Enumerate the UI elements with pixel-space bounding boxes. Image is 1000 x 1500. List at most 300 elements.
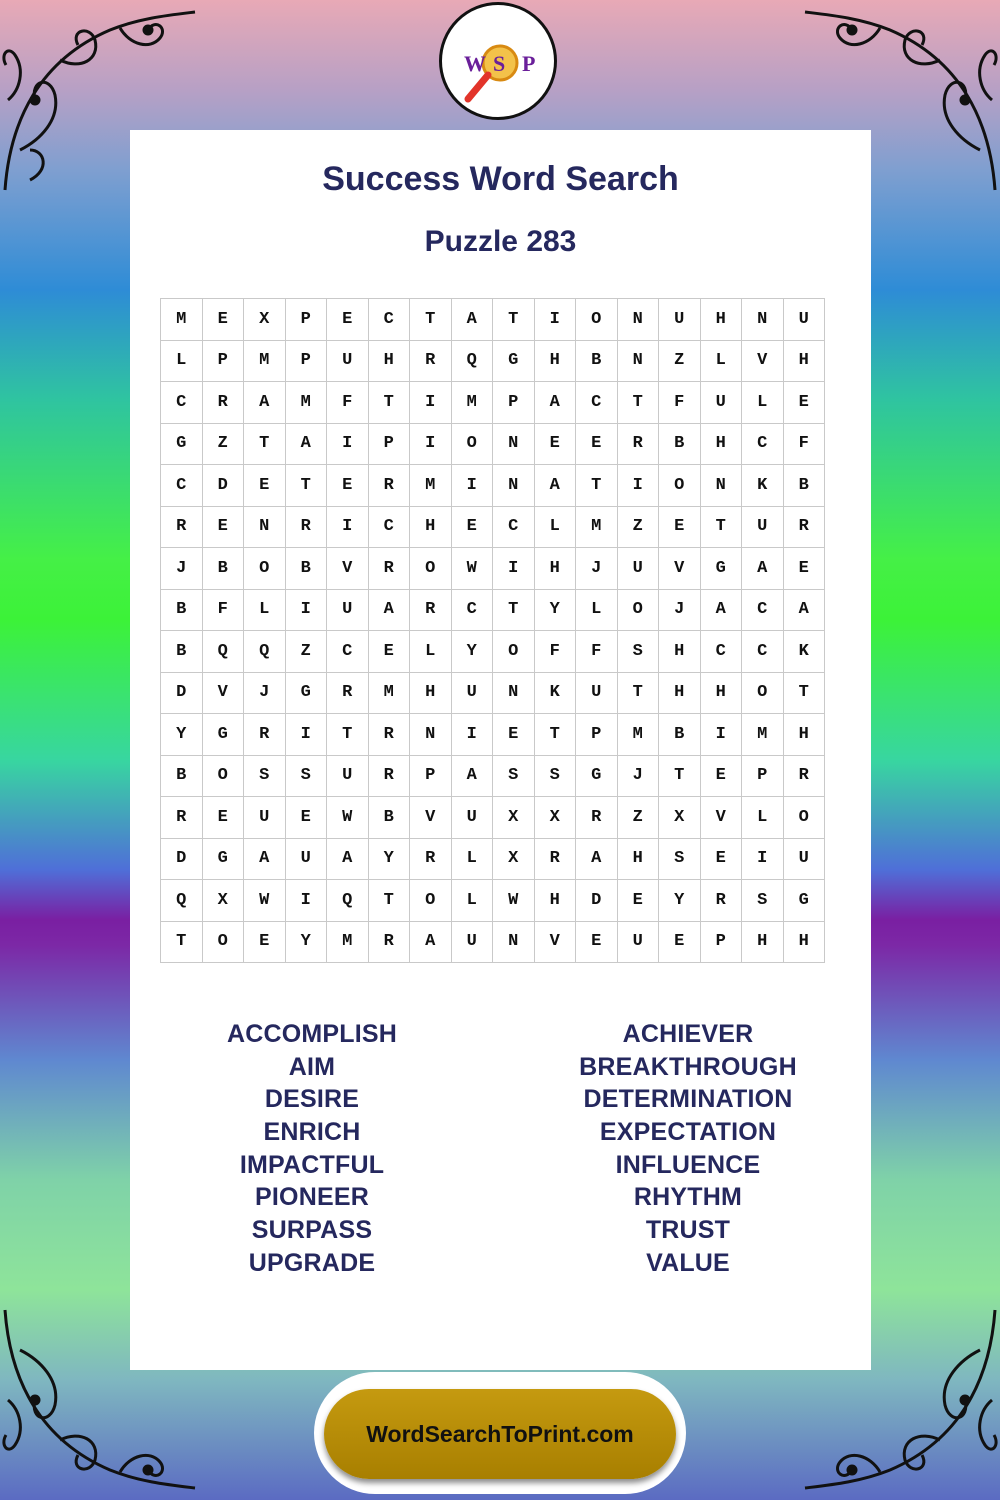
grid-cell[interactable]: V — [202, 672, 244, 714]
grid-cell[interactable]: Y — [534, 589, 576, 631]
grid-cell[interactable]: R — [161, 797, 203, 839]
word-list-item: UPGRADE — [248, 1248, 376, 1277]
magnifier-handle-icon — [468, 75, 488, 99]
grid-cell[interactable]: D — [161, 838, 203, 880]
grid-cell[interactable]: L — [410, 631, 452, 673]
grid-cell[interactable]: C — [368, 506, 410, 548]
grid-cell[interactable]: R — [576, 797, 618, 839]
grid-cell[interactable]: R — [368, 465, 410, 507]
grid-cell[interactable]: G — [285, 672, 327, 714]
grid-cell[interactable]: U — [451, 672, 493, 714]
grid-cell[interactable]: V — [742, 340, 784, 382]
grid-cell[interactable]: R — [534, 838, 576, 880]
grid-cell[interactable]: U — [451, 921, 493, 963]
grid-cell[interactable]: A — [742, 548, 784, 590]
grid-cell[interactable]: U — [617, 548, 659, 590]
word-list-item: IMPACTFUL — [239, 1150, 385, 1179]
grid-cell[interactable]: C — [493, 506, 535, 548]
grid-cell[interactable]: H — [534, 880, 576, 922]
grid-cell[interactable]: L — [742, 382, 784, 424]
grid-cell[interactable]: C — [742, 423, 784, 465]
grid-cell[interactable]: T — [161, 921, 203, 963]
grid-cell[interactable]: G — [700, 548, 742, 590]
grid-cell[interactable]: T — [493, 299, 535, 341]
grid-cell[interactable]: K — [742, 465, 784, 507]
grid-cell[interactable]: D — [576, 880, 618, 922]
grid-cell[interactable]: A — [244, 382, 286, 424]
grid-cell[interactable]: I — [327, 423, 369, 465]
grid-cell[interactable]: B — [161, 589, 203, 631]
grid-cell[interactable]: E — [659, 921, 701, 963]
grid-cell[interactable]: M — [368, 672, 410, 714]
grid-cell[interactable]: U — [742, 506, 784, 548]
grid-cell[interactable]: G — [576, 755, 618, 797]
grid-cell[interactable]: T — [244, 423, 286, 465]
grid-cell[interactable]: S — [534, 755, 576, 797]
grid-row — [161, 589, 825, 631]
grid-cell[interactable]: V — [327, 548, 369, 590]
grid-cell[interactable]: C — [161, 382, 203, 424]
grid-cell[interactable]: G — [202, 714, 244, 756]
grid-cell[interactable]: I — [617, 465, 659, 507]
grid-cell[interactable]: P — [285, 340, 327, 382]
grid-cell[interactable]: U — [451, 797, 493, 839]
grid-cell[interactable]: M — [451, 382, 493, 424]
grid-cell[interactable]: R — [161, 506, 203, 548]
grid-cell[interactable]: E — [327, 299, 369, 341]
grid-cell[interactable]: R — [617, 423, 659, 465]
puzzle-number: Puzzle 283 — [424, 225, 577, 258]
grid-cell[interactable]: U — [659, 299, 701, 341]
grid-cell[interactable]: T — [368, 880, 410, 922]
grid-cell[interactable]: R — [202, 382, 244, 424]
grid-cell[interactable]: M — [410, 465, 452, 507]
grid-cell[interactable]: A — [783, 589, 825, 631]
grid-cell[interactable]: V — [659, 548, 701, 590]
grid-cell[interactable]: A — [576, 838, 618, 880]
grid-cell[interactable]: E — [700, 838, 742, 880]
grid-cell[interactable]: R — [368, 755, 410, 797]
grid-row — [161, 382, 825, 424]
grid-row — [161, 548, 825, 590]
grid-cell[interactable]: Z — [617, 506, 659, 548]
grid-cell[interactable]: N — [617, 340, 659, 382]
grid-cell[interactable]: R — [285, 506, 327, 548]
grid-cell[interactable]: T — [700, 506, 742, 548]
grid-cell[interactable]: I — [451, 465, 493, 507]
grid-cell[interactable]: O — [202, 755, 244, 797]
grid-cell[interactable]: A — [451, 755, 493, 797]
grid-cell[interactable]: Z — [202, 423, 244, 465]
grid-cell[interactable]: S — [285, 755, 327, 797]
grid-cell[interactable]: C — [161, 465, 203, 507]
grid-cell[interactable]: V — [700, 797, 742, 839]
grid-cell[interactable]: L — [700, 340, 742, 382]
grid-cell[interactable]: D — [161, 672, 203, 714]
word-list-item: SURPASS — [251, 1216, 373, 1245]
grid-cell[interactable]: F — [576, 631, 618, 673]
grid-cell[interactable]: E — [534, 423, 576, 465]
grid-cell[interactable]: Y — [659, 880, 701, 922]
grid-cell[interactable]: I — [534, 299, 576, 341]
grid-cell[interactable]: B — [783, 465, 825, 507]
grid-cell[interactable]: A — [534, 465, 576, 507]
word-list-item: ACCOMPLISH — [226, 1020, 398, 1048]
grid-cell[interactable]: A — [410, 921, 452, 963]
grid-cell[interactable]: Q — [202, 631, 244, 673]
grid-cell[interactable]: G — [161, 423, 203, 465]
grid-cell[interactable]: I — [410, 382, 452, 424]
grid-cell[interactable]: A — [327, 838, 369, 880]
grid-cell[interactable]: K — [534, 672, 576, 714]
grid-cell[interactable]: T — [659, 755, 701, 797]
grid-cell[interactable]: T — [534, 714, 576, 756]
grid-cell[interactable]: P — [742, 755, 784, 797]
grid-cell[interactable]: E — [576, 423, 618, 465]
grid-cell[interactable]: E — [493, 714, 535, 756]
grid-cell[interactable]: N — [244, 506, 286, 548]
grid-cell[interactable]: H — [617, 838, 659, 880]
grid-cell[interactable]: H — [410, 506, 452, 548]
grid-cell[interactable]: E — [202, 797, 244, 839]
logo-letter-p: P — [522, 51, 536, 76]
grid-cell[interactable]: I — [742, 838, 784, 880]
grid-cell[interactable]: G — [493, 340, 535, 382]
grid-cell[interactable]: Q — [327, 880, 369, 922]
grid-cell[interactable]: C — [327, 631, 369, 673]
grid-cell[interactable]: U — [285, 838, 327, 880]
word-list-item: TRUST — [645, 1216, 731, 1245]
grid-cell[interactable]: P — [285, 299, 327, 341]
grid-cell[interactable]: S — [493, 755, 535, 797]
grid-row — [161, 340, 825, 382]
grid-cell[interactable]: T — [493, 589, 535, 631]
grid-cell[interactable]: J — [244, 672, 286, 714]
grid-cell[interactable]: E — [451, 506, 493, 548]
word-list-item: VALUE — [646, 1248, 730, 1277]
grid-cell[interactable]: S — [659, 838, 701, 880]
grid-cell[interactable]: P — [700, 921, 742, 963]
grid-cell[interactable]: M — [576, 506, 618, 548]
grid-cell[interactable]: R — [410, 589, 452, 631]
grid-cell[interactable]: Z — [659, 340, 701, 382]
grid-cell[interactable]: B — [161, 631, 203, 673]
grid-cell[interactable]: S — [617, 631, 659, 673]
logo-letter-s: S — [493, 51, 506, 76]
grid-cell[interactable]: R — [410, 838, 452, 880]
grid-cell[interactable]: T — [368, 382, 410, 424]
grid-cell[interactable]: C — [576, 382, 618, 424]
grid-cell[interactable]: U — [327, 340, 369, 382]
grid-cell[interactable]: H — [783, 714, 825, 756]
grid-cell[interactable]: U — [783, 299, 825, 341]
grid-cell[interactable]: M — [327, 921, 369, 963]
grid-cell[interactable]: H — [742, 921, 784, 963]
grid-row — [161, 465, 825, 507]
grid-cell[interactable]: R — [327, 672, 369, 714]
grid-cell[interactable]: X — [493, 797, 535, 839]
grid-cell[interactable]: E — [783, 548, 825, 590]
grid-cell[interactable]: B — [368, 797, 410, 839]
grid-cell[interactable]: N — [700, 465, 742, 507]
grid-cell[interactable]: E — [659, 506, 701, 548]
grid-cell[interactable]: Y — [161, 714, 203, 756]
grid-cell[interactable]: B — [161, 755, 203, 797]
logo-letter-w: W — [464, 51, 486, 76]
grid-cell[interactable]: E — [700, 755, 742, 797]
grid-cell[interactable]: P — [202, 340, 244, 382]
grid-cell[interactable]: F — [659, 382, 701, 424]
grid-cell[interactable]: E — [576, 921, 618, 963]
grid-cell[interactable]: O — [576, 299, 618, 341]
grid-cell[interactable]: T — [617, 672, 659, 714]
grid-cell[interactable]: C — [742, 589, 784, 631]
grid-row — [161, 880, 825, 922]
grid-cell[interactable]: H — [659, 631, 701, 673]
grid-cell[interactable]: R — [244, 714, 286, 756]
grid-cell[interactable]: V — [534, 921, 576, 963]
grid-cell[interactable]: N — [617, 299, 659, 341]
grid-cell[interactable]: H — [534, 340, 576, 382]
word-list-left-column — [162, 1018, 462, 1280]
grid-row — [161, 921, 825, 963]
grid-cell[interactable]: H — [700, 423, 742, 465]
word-list-item: ACHIEVER — [622, 1020, 754, 1048]
puzzle-card — [130, 130, 871, 1370]
grid-cell[interactable]: H — [700, 299, 742, 341]
grid-cell[interactable]: E — [368, 631, 410, 673]
grid-cell[interactable]: I — [285, 880, 327, 922]
grid-row — [161, 755, 825, 797]
grid-cell[interactable]: N — [493, 423, 535, 465]
grid-cell[interactable]: M — [285, 382, 327, 424]
grid-cell[interactable]: Z — [617, 797, 659, 839]
word-list-right-column — [538, 1018, 838, 1280]
page-title: Success Word Search — [322, 160, 679, 198]
grid-cell[interactable]: U — [244, 797, 286, 839]
word-list-item: PIONEER — [255, 1183, 369, 1212]
grid-cell[interactable]: L — [244, 589, 286, 631]
grid-cell[interactable]: X — [493, 838, 535, 880]
grid-cell[interactable]: R — [783, 506, 825, 548]
grid-cell[interactable]: R — [368, 548, 410, 590]
grid-cell[interactable]: E — [244, 465, 286, 507]
grid-cell[interactable]: H — [534, 548, 576, 590]
grid-cell[interactable]: Q — [161, 880, 203, 922]
letter-grid — [160, 298, 825, 963]
grid-cell[interactable]: U — [700, 382, 742, 424]
grid-row — [161, 631, 825, 673]
grid-cell[interactable]: O — [451, 423, 493, 465]
grid-cell[interactable]: I — [700, 714, 742, 756]
grid-cell[interactable]: X — [244, 299, 286, 341]
grid-cell[interactable]: D — [202, 465, 244, 507]
grid-cell[interactable]: T — [285, 465, 327, 507]
grid-cell[interactable]: R — [700, 880, 742, 922]
grid-cell[interactable]: L — [576, 589, 618, 631]
grid-cell[interactable]: L — [451, 880, 493, 922]
grid-cell[interactable]: E — [202, 506, 244, 548]
grid-cell[interactable]: U — [576, 672, 618, 714]
grid-cell[interactable]: B — [576, 340, 618, 382]
grid-cell[interactable]: Y — [368, 838, 410, 880]
grid-cell[interactable]: H — [410, 672, 452, 714]
grid-cell[interactable]: I — [285, 714, 327, 756]
grid-cell[interactable]: O — [659, 465, 701, 507]
grid-cell[interactable]: O — [617, 589, 659, 631]
grid-cell[interactable]: B — [659, 423, 701, 465]
word-list-item: DESIRE — [264, 1085, 360, 1114]
word-list-item: EXPECTATION — [599, 1118, 777, 1147]
grid-cell[interactable]: O — [410, 548, 452, 590]
grid-cell[interactable]: P — [493, 382, 535, 424]
grid-cell[interactable]: A — [700, 589, 742, 631]
word-list-item: RHYTHM — [633, 1183, 743, 1212]
word-list-item: INFLUENCE — [615, 1150, 761, 1179]
grid-cell[interactable]: C — [700, 631, 742, 673]
grid-cell[interactable]: M — [244, 340, 286, 382]
grid-cell[interactable]: T — [410, 299, 452, 341]
grid-cell[interactable]: I — [493, 548, 535, 590]
grid-cell[interactable]: T — [327, 714, 369, 756]
grid-row — [161, 672, 825, 714]
grid-cell[interactable]: Q — [244, 631, 286, 673]
grid-row — [161, 299, 825, 341]
grid-cell[interactable]: W — [451, 548, 493, 590]
word-list-item: AIM — [288, 1052, 336, 1081]
grid-cell[interactable]: U — [327, 755, 369, 797]
grid-cell[interactable]: B — [659, 714, 701, 756]
grid-cell[interactable]: F — [783, 423, 825, 465]
grid-cell[interactable]: J — [576, 548, 618, 590]
grid-cell[interactable]: X — [202, 880, 244, 922]
grid-cell[interactable]: O — [742, 672, 784, 714]
grid-cell[interactable]: N — [742, 299, 784, 341]
grid-cell[interactable]: C — [451, 589, 493, 631]
grid-cell[interactable]: M — [161, 299, 203, 341]
grid-cell[interactable]: K — [783, 631, 825, 673]
grid-cell[interactable]: F — [534, 631, 576, 673]
grid-cell[interactable]: O — [202, 921, 244, 963]
grid-cell[interactable]: H — [659, 672, 701, 714]
grid-cell[interactable]: L — [451, 838, 493, 880]
grid-row — [161, 714, 825, 756]
grid-cell[interactable]: J — [161, 548, 203, 590]
grid-cell[interactable]: U — [327, 589, 369, 631]
grid-row — [161, 506, 825, 548]
grid-cell[interactable]: Y — [451, 631, 493, 673]
grid-cell[interactable]: M — [742, 714, 784, 756]
grid-cell[interactable]: O — [493, 631, 535, 673]
grid-cell[interactable]: C — [368, 299, 410, 341]
grid-row — [161, 423, 825, 465]
grid-cell[interactable]: F — [202, 589, 244, 631]
grid-cell[interactable]: E — [783, 382, 825, 424]
grid-cell[interactable]: H — [368, 340, 410, 382]
grid-cell[interactable]: P — [368, 423, 410, 465]
grid-cell[interactable]: N — [493, 921, 535, 963]
grid-cell[interactable]: I — [285, 589, 327, 631]
grid-cell[interactable]: B — [202, 548, 244, 590]
grid-cell[interactable]: N — [493, 672, 535, 714]
word-list-item: DETERMINATION — [583, 1085, 793, 1114]
grid-cell[interactable]: L — [161, 340, 203, 382]
grid-cell[interactable]: T — [576, 465, 618, 507]
grid-cell[interactable]: Y — [285, 921, 327, 963]
grid-cell[interactable]: E — [617, 880, 659, 922]
grid-cell[interactable]: Q — [451, 340, 493, 382]
grid-cell[interactable]: A — [534, 382, 576, 424]
grid-cell[interactable]: U — [617, 921, 659, 963]
grid-cell[interactable]: A — [285, 423, 327, 465]
grid-cell[interactable]: P — [576, 714, 618, 756]
grid-cell[interactable]: M — [617, 714, 659, 756]
grid-cell[interactable]: O — [783, 797, 825, 839]
grid-cell[interactable]: S — [742, 880, 784, 922]
grid-cell[interactable]: S — [244, 755, 286, 797]
grid-cell[interactable]: U — [783, 838, 825, 880]
grid-cell[interactable]: A — [244, 838, 286, 880]
grid-cell[interactable]: E — [285, 797, 327, 839]
grid-cell[interactable]: V — [410, 797, 452, 839]
grid-cell[interactable]: I — [410, 423, 452, 465]
grid-cell[interactable]: E — [327, 465, 369, 507]
grid-cell[interactable]: O — [244, 548, 286, 590]
grid-cell[interactable]: H — [783, 921, 825, 963]
grid-cell[interactable]: W — [327, 797, 369, 839]
grid-cell[interactable]: B — [285, 548, 327, 590]
grid-cell[interactable]: I — [327, 506, 369, 548]
grid-cell[interactable]: G — [202, 838, 244, 880]
grid-cell[interactable]: A — [451, 299, 493, 341]
grid-cell[interactable]: T — [783, 672, 825, 714]
grid-cell[interactable]: O — [410, 880, 452, 922]
grid-cell[interactable]: F — [327, 382, 369, 424]
grid-cell[interactable]: I — [451, 714, 493, 756]
grid-cell[interactable]: R — [783, 755, 825, 797]
grid-cell[interactable]: J — [617, 755, 659, 797]
grid-cell[interactable]: N — [410, 714, 452, 756]
word-list-item: BREAKTHROUGH — [579, 1052, 797, 1081]
grid-cell[interactable]: T — [617, 382, 659, 424]
grid-cell[interactable]: R — [410, 340, 452, 382]
grid-cell[interactable]: W — [493, 880, 535, 922]
grid-cell[interactable]: N — [493, 465, 535, 507]
wsp-logo — [439, 2, 557, 120]
word-list-item: ENRICH — [263, 1118, 361, 1147]
grid-cell[interactable]: A — [368, 589, 410, 631]
grid-cell[interactable]: R — [368, 921, 410, 963]
website-link-button[interactable]: WordSearchToPrint.com — [324, 1389, 676, 1479]
grid-cell[interactable]: H — [700, 672, 742, 714]
grid-cell[interactable]: Z — [285, 631, 327, 673]
grid-cell[interactable]: G — [783, 880, 825, 922]
grid-cell[interactable]: E — [244, 921, 286, 963]
grid-row — [161, 838, 825, 880]
grid-cell[interactable]: W — [244, 880, 286, 922]
grid-cell[interactable]: R — [368, 714, 410, 756]
grid-row — [161, 797, 825, 839]
grid-cell[interactable]: X — [659, 797, 701, 839]
grid-cell[interactable]: C — [742, 631, 784, 673]
grid-cell[interactable]: J — [659, 589, 701, 631]
grid-cell[interactable]: L — [742, 797, 784, 839]
grid-cell[interactable]: L — [534, 506, 576, 548]
grid-cell[interactable]: X — [534, 797, 576, 839]
grid-cell[interactable]: H — [783, 340, 825, 382]
grid-cell[interactable]: E — [202, 299, 244, 341]
grid-cell[interactable]: P — [410, 755, 452, 797]
